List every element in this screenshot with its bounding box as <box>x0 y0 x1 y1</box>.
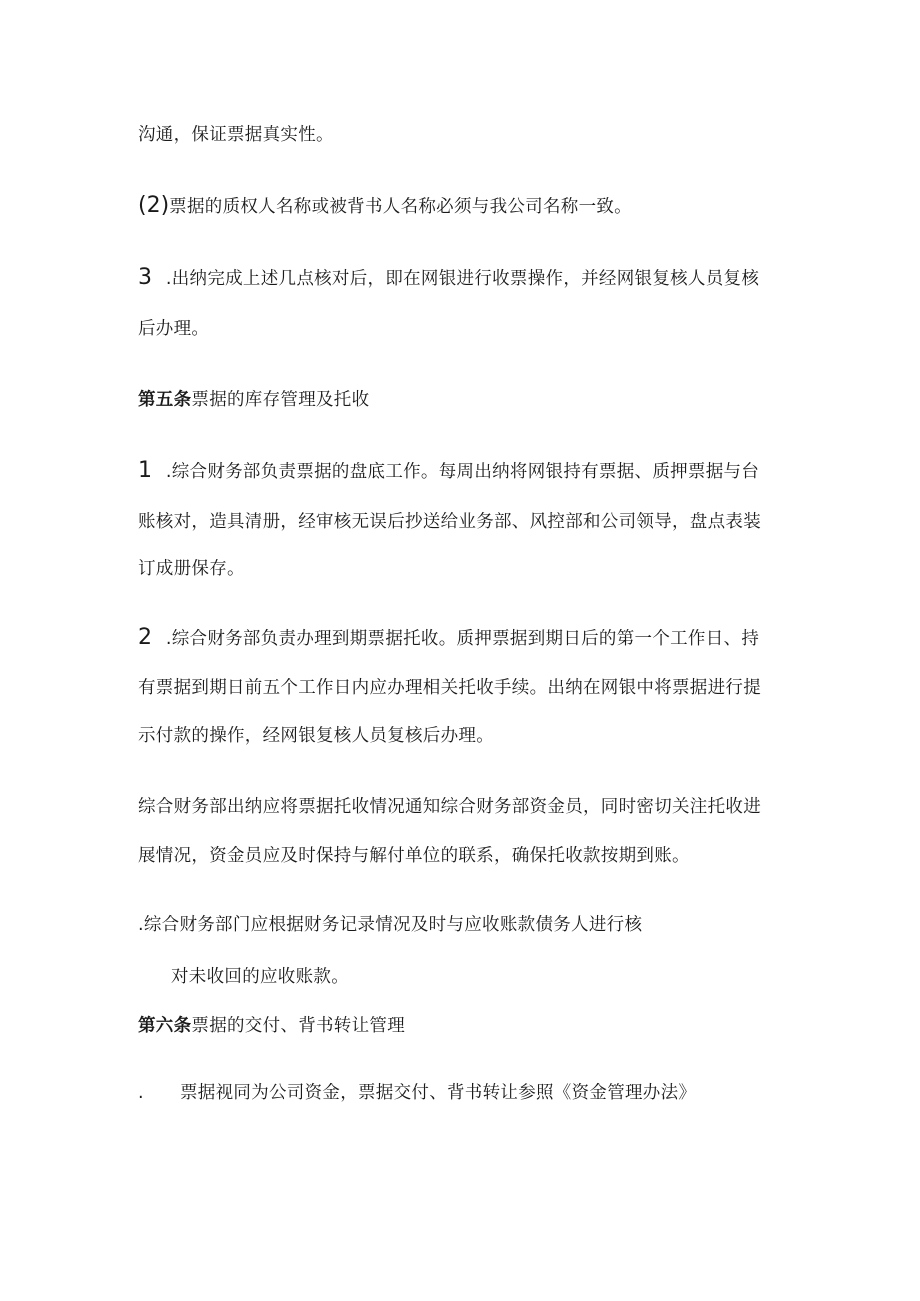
text-line <box>138 558 245 580</box>
text-content: 账核对，造具清册，经审核无误后抄送给业务部、风控部和公司领导，盘点表装 <box>138 512 761 532</box>
text-content: .综合财务部负责票据的盘底工作。每周出纳将网银持有票据、质押票据与台 <box>165 462 760 482</box>
text-line <box>138 914 642 936</box>
section-number: 第五条 <box>138 390 192 410</box>
text-content: .综合财务部门应根据财务记录情况及时与应收账款债务人进行核 <box>138 915 643 935</box>
text-line <box>138 318 209 340</box>
text-content: .综合财务部负责办理到期票据托收。质押票据到期日后的第一个工作日、持 <box>165 629 760 649</box>
text-line <box>171 966 349 988</box>
text-content: 沟通，保证票据真实性。 <box>138 125 334 145</box>
text-line <box>138 796 761 818</box>
text-line <box>138 677 761 699</box>
item-marker: . <box>138 1083 144 1103</box>
text-line <box>138 627 759 650</box>
text-line <box>138 124 334 146</box>
item-number: (2) <box>138 193 170 218</box>
section-title: 票据的交付、背书转让管理 <box>191 1016 406 1036</box>
text-content: 有票据到期日前五个工作日内应办理相关托收手续。出纳在网银中将票据进行提 <box>138 678 761 698</box>
section-number: 第六条 <box>138 1016 192 1036</box>
text-line <box>138 845 690 867</box>
section-heading <box>138 1015 405 1037</box>
text-content: 票据的质权人名称或被背书人名称必须与我公司名称一致。 <box>169 197 632 217</box>
item-number: 1 <box>138 458 152 483</box>
text-content: 示付款的操作，经网银复核人员复核后办理。 <box>138 726 494 746</box>
text-line <box>138 511 761 533</box>
section-heading <box>138 389 369 411</box>
text-content: 对未收回的应收账款。 <box>171 967 349 987</box>
text-line <box>138 267 759 290</box>
item-number: 3 <box>138 265 152 290</box>
text-content: 订成册保存。 <box>138 559 245 579</box>
text-content: 票据视同为公司资金，票据交付、背书转让参照《资金管理办法》 <box>180 1083 697 1103</box>
item-number: 2 <box>138 625 152 650</box>
text-line <box>138 460 759 483</box>
text-line <box>138 195 632 218</box>
text-line <box>138 1082 697 1104</box>
section-title: 票据的库存管理及托收 <box>191 390 370 410</box>
text-line <box>138 725 494 747</box>
text-content: 展情况，资金员应及时保持与解付单位的联系，确保托收款按期到账。 <box>138 846 690 866</box>
text-content: .出纳完成上述几点核对后，即在网银进行收票操作，并经网银复核人员复核 <box>165 269 760 289</box>
text-content: 后办理。 <box>138 319 210 339</box>
text-content: 综合财务部出纳应将票据托收情况通知综合财务部资金员，同时密切关注托收进 <box>138 797 761 817</box>
